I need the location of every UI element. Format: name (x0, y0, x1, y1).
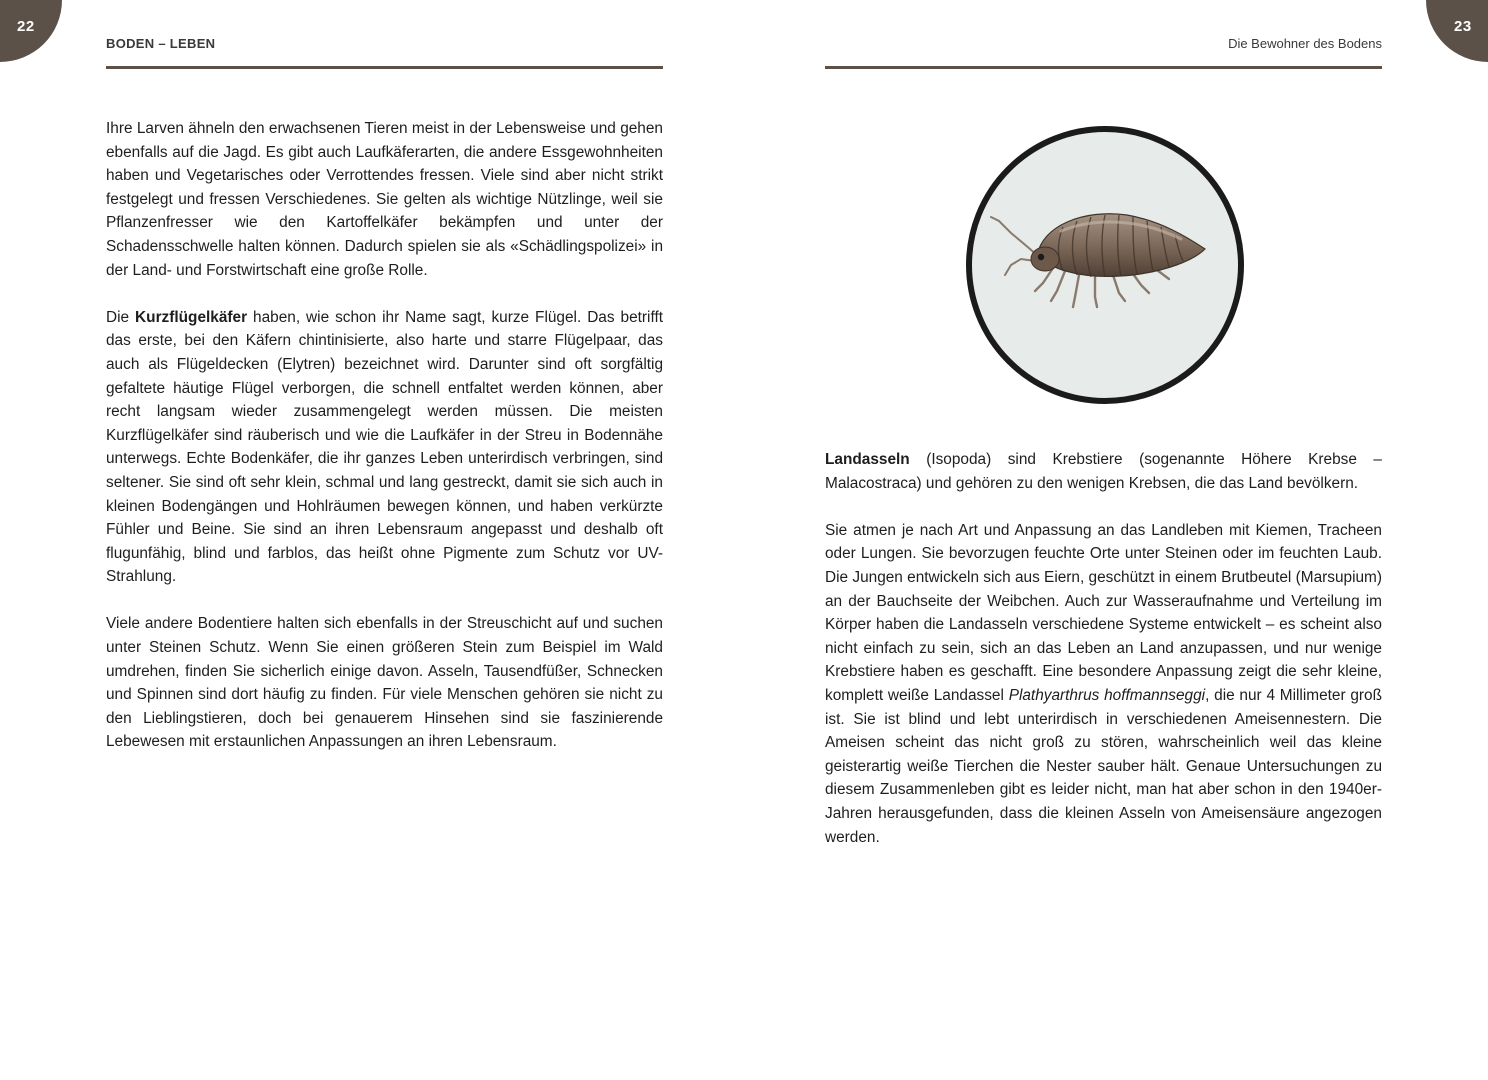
header-rule-left (106, 66, 663, 69)
paragraph-text: haben, wie schon ihr Name sagt, kurze Flügel. Das betrifft das erste, bei den Käfern chintinisierte, also harte und starre Flügelpaar, das auch als Flügeldecken (Elytren) bezeichnet wird. Darunter sind oft sorgfältig gefaltete häutige Flügel verborgen, die schnell entfaltet werden können, aber recht langsam wieder zusammengelegt werden müssen. Die meisten Kurzflügelkäfer sind räuberisch und wie die Laufkäfer in der Streu in Bodennähe unterwegs. Echte Bodenkäfer, die ihr ganzes Leben unterirdisch verbringen, sind seltener. Sie sind oft sehr klein, schmal und lang gestreckt, damit sie sich auch in kleinen Bodengängen und Hohlräumen bewegen können, und haben verkürzte Fühler und Beine. Sie sind an ihren Lebensraum angepasst und deshalb oft flugunfähig, blind und farblos, das heißt ohne Pigmente zum Schutz vor UV-Strahlung. (106, 308, 663, 586)
paragraph-soil-animals: Viele andere Bodentiere halten sich ebenfalls in der Streuschicht auf und suchen unter Steinen Schutz. Wenn Sie einen größeren Stein zum Beispiel im Wald umdrehen, finden Sie sicherlich einige davon. Asseln, Tausendfüßer, Schnecken und Spinnen sind dort häufig zu finden. Für viele Menschen gehören sie nicht zu den Lieblingstieren, doch bei genauerem Hinsehen sind sie faszinierende Lebewesen mit erstaunlichen Anpassungen an ihren Lebensraum. (106, 615, 663, 751)
paragraph-adaptation (825, 519, 1382, 849)
species-name: Plathyarthrus hoffmannseggi (1008, 686, 1206, 704)
header-rule-right (825, 66, 1382, 69)
term-kurzfluegelkaefer: Kurzflügelkäfer (135, 308, 248, 326)
woodlouse-eye (1038, 254, 1044, 260)
term-landasseln: Landasseln (825, 451, 910, 468)
paragraph-text: (Isopoda) sind Krebstiere (sogenannte Höhere Krebse – Malacostraca) und gehören zu den wenigen Krebsen, die das Land bevölkern. (825, 451, 1382, 492)
page-number-right: 23 (1454, 18, 1472, 35)
left-body-text (106, 117, 663, 778)
paragraph-landasseln (825, 448, 1382, 495)
right-page (744, 0, 1488, 1080)
running-head-right: Die Bewohner des Bodens (1228, 36, 1382, 51)
paragraph-rove-beetles (106, 306, 663, 589)
paragraph-text: Die (106, 308, 136, 326)
running-head-left: BODEN – LEBEN (106, 36, 216, 51)
paragraph-larvae: Ihre Larven ähneln den erwachsenen Tieren meist in der Lebensweise und gehen ebenfalls auf die Jagd. Es gibt auch Laufkäferarten, die andere Essgewohnheiten haben und Vegetarisches oder Verrottendes fressen. Viele sind aber nicht strikt festgelegt und fressen Verschiedenes. Sie gelten als wichtige Nützlinge, weil sie Pflanzenfresser wie den Kartoffelkäfer bekämpfen und unter der Schadensschwelle halten können. Dadurch spielen sie als «Schädlingspolizei» in der Land- und Forstwirtschaft eine große Rolle. (106, 120, 663, 279)
woodlouse-illustration (965, 125, 1245, 405)
right-body-text (825, 448, 1382, 873)
paragraph-text: Sie atmen je nach Art und Anpassung an das Landleben mit Kiemen, Tracheen oder Lungen. Sie bevorzugen feuchte Orte unter Steinen oder im feuchten Laub. Die Jungen entwickeln sich aus Eiern, geschützt in einem Brutbeutel (Marsupium) an der Bauchseite der Weibchen. Auch zur Wasseraufnahme und Verteilung im Körper haben die Landasseln verschiedene Systeme entwickelt – es scheint also nicht einfach zu sein, sich an das Leben an Land anzupassen, und nur wenige Krebstiere haben es geschafft. Eine besondere Anpassung zeigt die sehr kleine, komplett weiße Landassel (825, 521, 1382, 704)
page-number-left: 22 (17, 18, 35, 35)
paragraph-text: , die nur 4 Millimeter groß ist. Sie ist blind und lebt unterirdisch in verschiedenen Ameisennestern. Die Ameisen scheint das nicht groß zu stören, wahrscheinlich weil das kleine geisterartig weiße Tierchen die Nester sauber hält. Genaue Untersuchungen zu diesem Zusammenleben gibt es leider nicht, man hat aber schon in den 1940er-Jahren herausgefunden, dass die kleinen Asseln von Ameisensäure angezogen werden. (825, 686, 1383, 846)
